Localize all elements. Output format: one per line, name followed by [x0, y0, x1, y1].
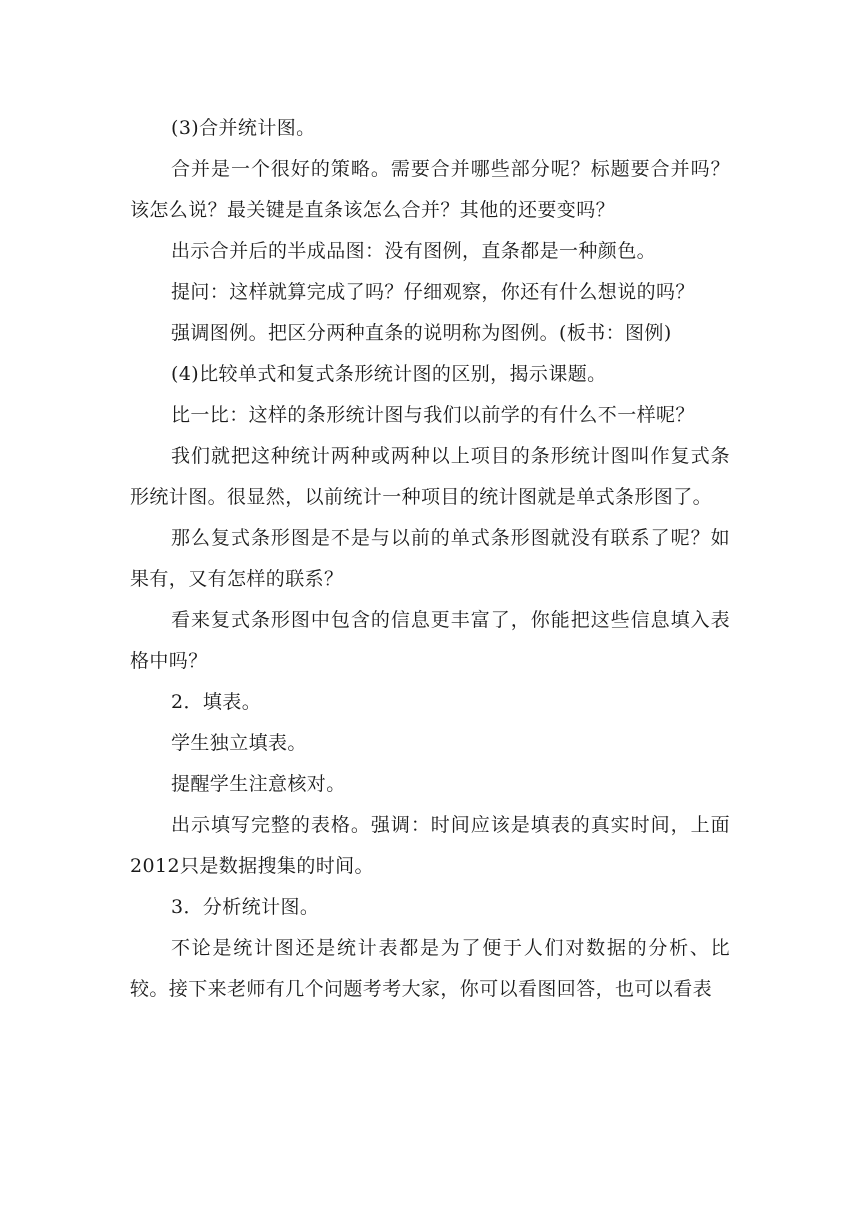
- paragraph: 我们就把这种统计两种或两种以上项目的条形统计图叫作复式条形统计图。很显然，以前统计一种项目的统计图就是单式条形图了。: [130, 445, 730, 508]
- document-body: [130, 108, 730, 1010]
- paragraph: (3)合并统计图。: [171, 117, 316, 139]
- paragraph: 3．分析统计图。: [171, 896, 320, 918]
- paragraph: (4)比较单式和复式条形统计图的区别，揭示课题。: [171, 363, 607, 385]
- paragraph: 出示合并后的半成品图：没有图例，直条都是一种颜色。: [171, 240, 657, 262]
- paragraph: 看来复式条形图中包含的信息更丰富了，你能把这些信息填入表格中吗？: [130, 609, 730, 672]
- paragraph: 那么复式条形图是不是与以前的单式条形图就没有联系了呢？如果有，又有怎样的联系？: [130, 527, 730, 590]
- paragraph: 不论是统计图还是统计表都是为了便于人们对数据的分析、比较。接下来老师有几个问题考考大家，你可以看图回答，也可以看表: [130, 937, 730, 1000]
- paragraph: 合并是一个很好的策略。需要合并哪些部分呢？标题要合并吗？该怎么说？最关键是直条该怎么合并？其他的还要变吗？: [130, 158, 730, 221]
- paragraph: 2．填表。: [171, 691, 262, 713]
- paragraph: 强调图例。把区分两种直条的说明称为图例。(板书：图例): [171, 322, 672, 344]
- paragraph: 提问：这样就算完成了吗？仔细观察，你还有什么想说的吗？: [171, 281, 695, 303]
- paragraph: 学生独立填表。: [171, 732, 307, 754]
- paragraph: 比一比：这样的条形统计图与我们以前学的有什么不一样呢？: [171, 404, 695, 426]
- paragraph: 提醒学生注意核对。: [171, 773, 346, 795]
- paragraph: 出示填写完整的表格。强调：时间应该是填表的真实时间，上面2012只是数据搜集的时间。: [130, 814, 730, 877]
